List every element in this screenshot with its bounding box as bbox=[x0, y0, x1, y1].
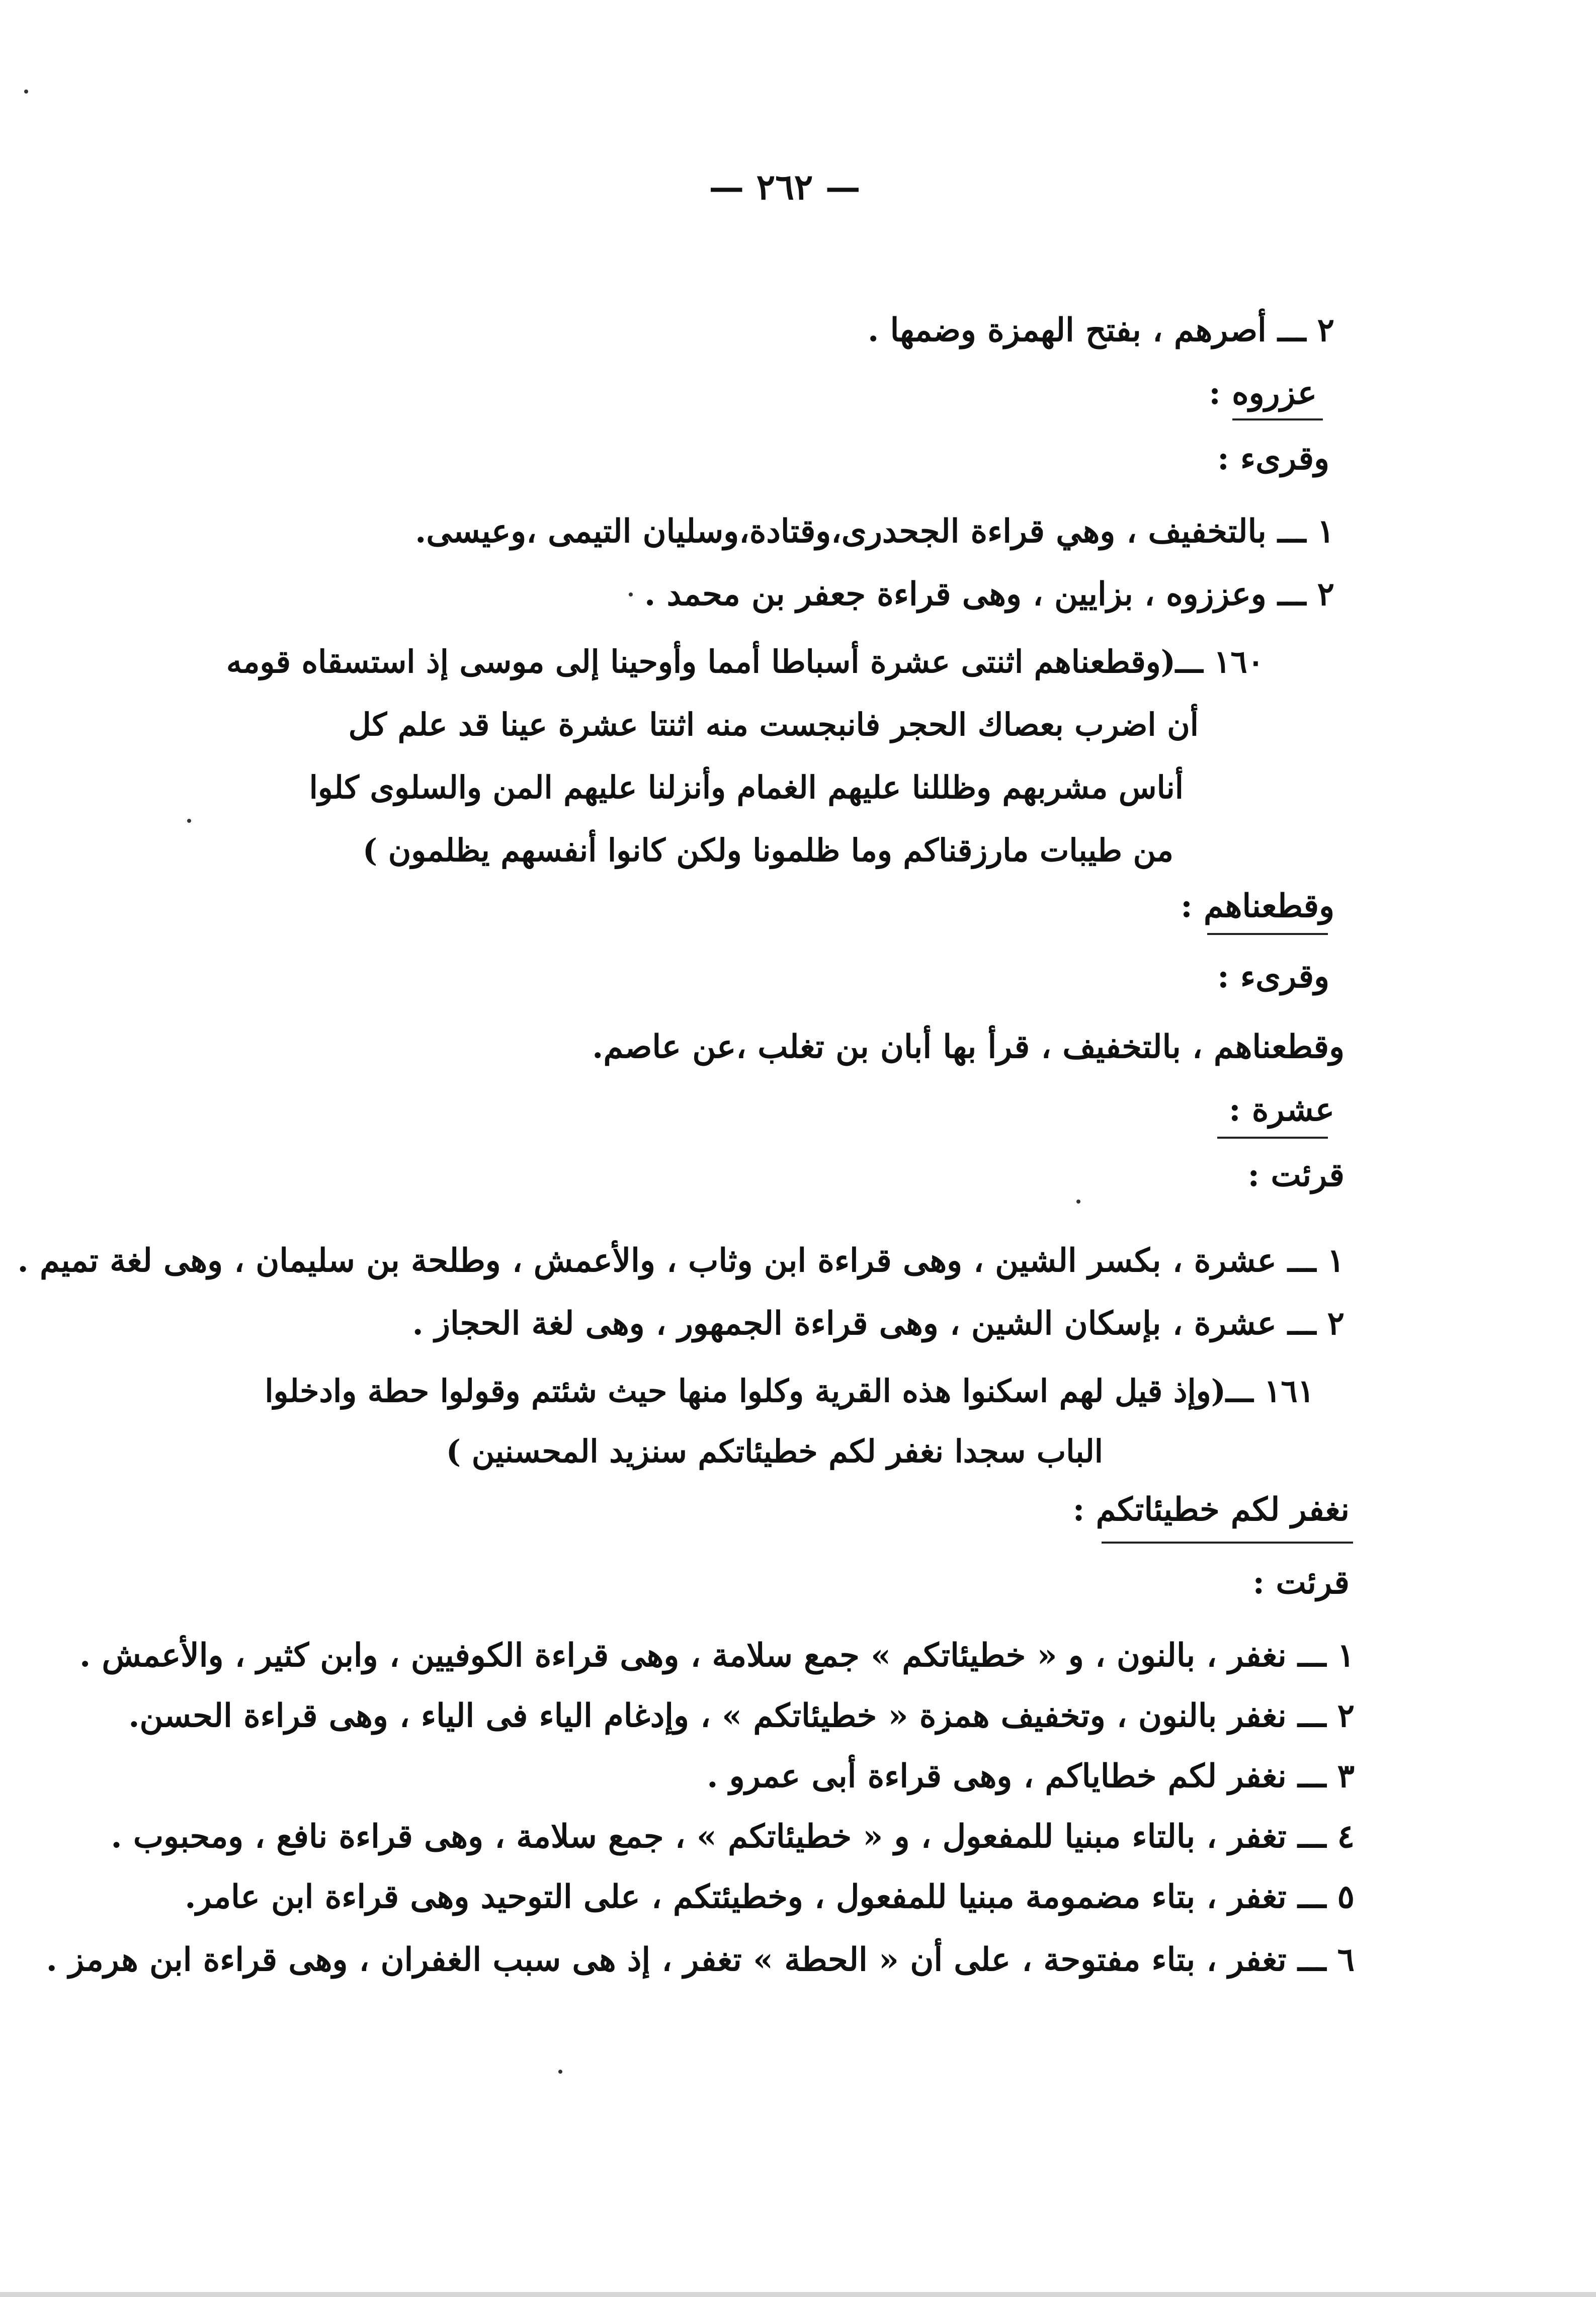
heading-underline bbox=[1217, 1137, 1328, 1139]
heading-underline bbox=[1102, 1542, 1353, 1544]
text-line: ٦ ـــ تغفر ، بتاء مفتوحة ، على أن « الحطة » تغفر ، إذ هى سبب الغفران ، وهى قراءة ابن هرمز . bbox=[46, 1941, 1355, 1979]
verse-line: ١٦٠ ـــ(وقطعناهم اثنتى عشرة أسباطا أمما وأوحينا إلى موسى إذ استسقاه قومه bbox=[226, 643, 1264, 680]
text-line: وقرىء : bbox=[1217, 958, 1329, 995]
text-line: وقطعناهم ، بالتخفيف ، قرأ بها أبان بن تغلب ،عن عاصم. bbox=[592, 1028, 1345, 1066]
text-line: قرئت : bbox=[1247, 1156, 1345, 1194]
verse-line: أناس مشربهم وظللنا عليهم الغمام وأنزلنا عليهم المن والسلوى كلوا bbox=[309, 769, 1184, 806]
text-line: ٣ ـــ نغفر لكم خطاياكم ، وهى قراءة أبى عمرو . bbox=[707, 1757, 1355, 1795]
section-heading-ashra: عشرة : bbox=[1228, 1091, 1334, 1129]
text-line: ٢ ـــ وعززوه ، بزايين ، وهى قراءة جعفر بن محمد . bbox=[644, 575, 1334, 613]
scan-speck bbox=[187, 819, 191, 823]
text-line: ٢ ـــ أصرهم ، بفتح الهمزة وضمها . bbox=[868, 311, 1334, 349]
text-line: وقرىء : bbox=[1217, 440, 1329, 477]
text-line: ٥ ـــ تغفر ، بتاء مضمومة مبنيا للمفعول ، وخطيئتكم ، على التوحيد وهى قراءة ابن عامر. bbox=[185, 1878, 1355, 1916]
text-line: ١ ـــ عشرة ، بكسر الشين ، وهى قراءة ابن وثاب ، والأعمش ، وطلحة بن سليمان ، وهى لغة تميم . bbox=[17, 1242, 1345, 1280]
text-line: ٢ ـــ عشرة ، بإسكان الشين ، وهى قراءة الجمهور ، وهى لغة الحجاز . bbox=[412, 1305, 1345, 1342]
page-number: — ٢٦٢ — bbox=[709, 166, 861, 208]
text-line: ١ ـــ بالتخفيف ، وهي قراءة الجحدرى،وقتادة،وسليان التيمى ،وعيسى. bbox=[415, 513, 1334, 550]
heading-underline bbox=[1232, 418, 1323, 420]
text-line: ١ ـــ نغفر ، بالنون ، و « خطيئاتكم » جمع سلامة ، وهى قراءة الكوفيين ، وابن كثير ، والأعمش . bbox=[79, 1637, 1355, 1674]
verse-line: أن اضرب بعصاك الحجر فانبجست منه اثنتا عشرة عينا قد علم كل bbox=[348, 706, 1199, 743]
heading-underline bbox=[1207, 933, 1328, 935]
section-heading-naghfir: نغفر لكم خطيئاتكم : bbox=[1072, 1491, 1350, 1528]
scan-speck bbox=[558, 2070, 562, 2074]
verse-line: ١٦١ ـــ(وإذ قيل لهم اسكنوا هذه القرية وكلوا منها حيث شئتم وقولوا حطة وادخلوا bbox=[265, 1373, 1314, 1409]
scan-speck bbox=[629, 592, 633, 597]
scan-speck bbox=[1076, 1200, 1080, 1204]
verse-line: من طيبات مارزقناكم وما ظلمونا ولكن كانوا أنفسهم يظلمون ) bbox=[362, 832, 1173, 869]
scan-speck bbox=[24, 90, 28, 94]
section-heading-azzaroh: عزروه : bbox=[1209, 374, 1317, 412]
text-line: قرئت : bbox=[1252, 1564, 1350, 1601]
text-line: ٤ ـــ تغفر ، بالتاء مبنيا للمفعول ، و « خطيئاتكم » ، جمع سلامة ، وهى قراءة نافع ، ومحبوب . bbox=[111, 1818, 1355, 1855]
text-line: ٢ ـــ نغفر بالنون ، وتخفيف همزة « خطيئاتكم » ، وإدغام الياء فى الياء ، وهى قراءة الحسن. bbox=[128, 1697, 1355, 1735]
scan-border bbox=[0, 2292, 1596, 2297]
section-heading-qattanahum: وقطعناهم : bbox=[1181, 887, 1334, 925]
verse-line: الباب سجدا نغفر لكم خطيئاتكم سنزيد المحسنين ) bbox=[446, 1433, 1103, 1470]
